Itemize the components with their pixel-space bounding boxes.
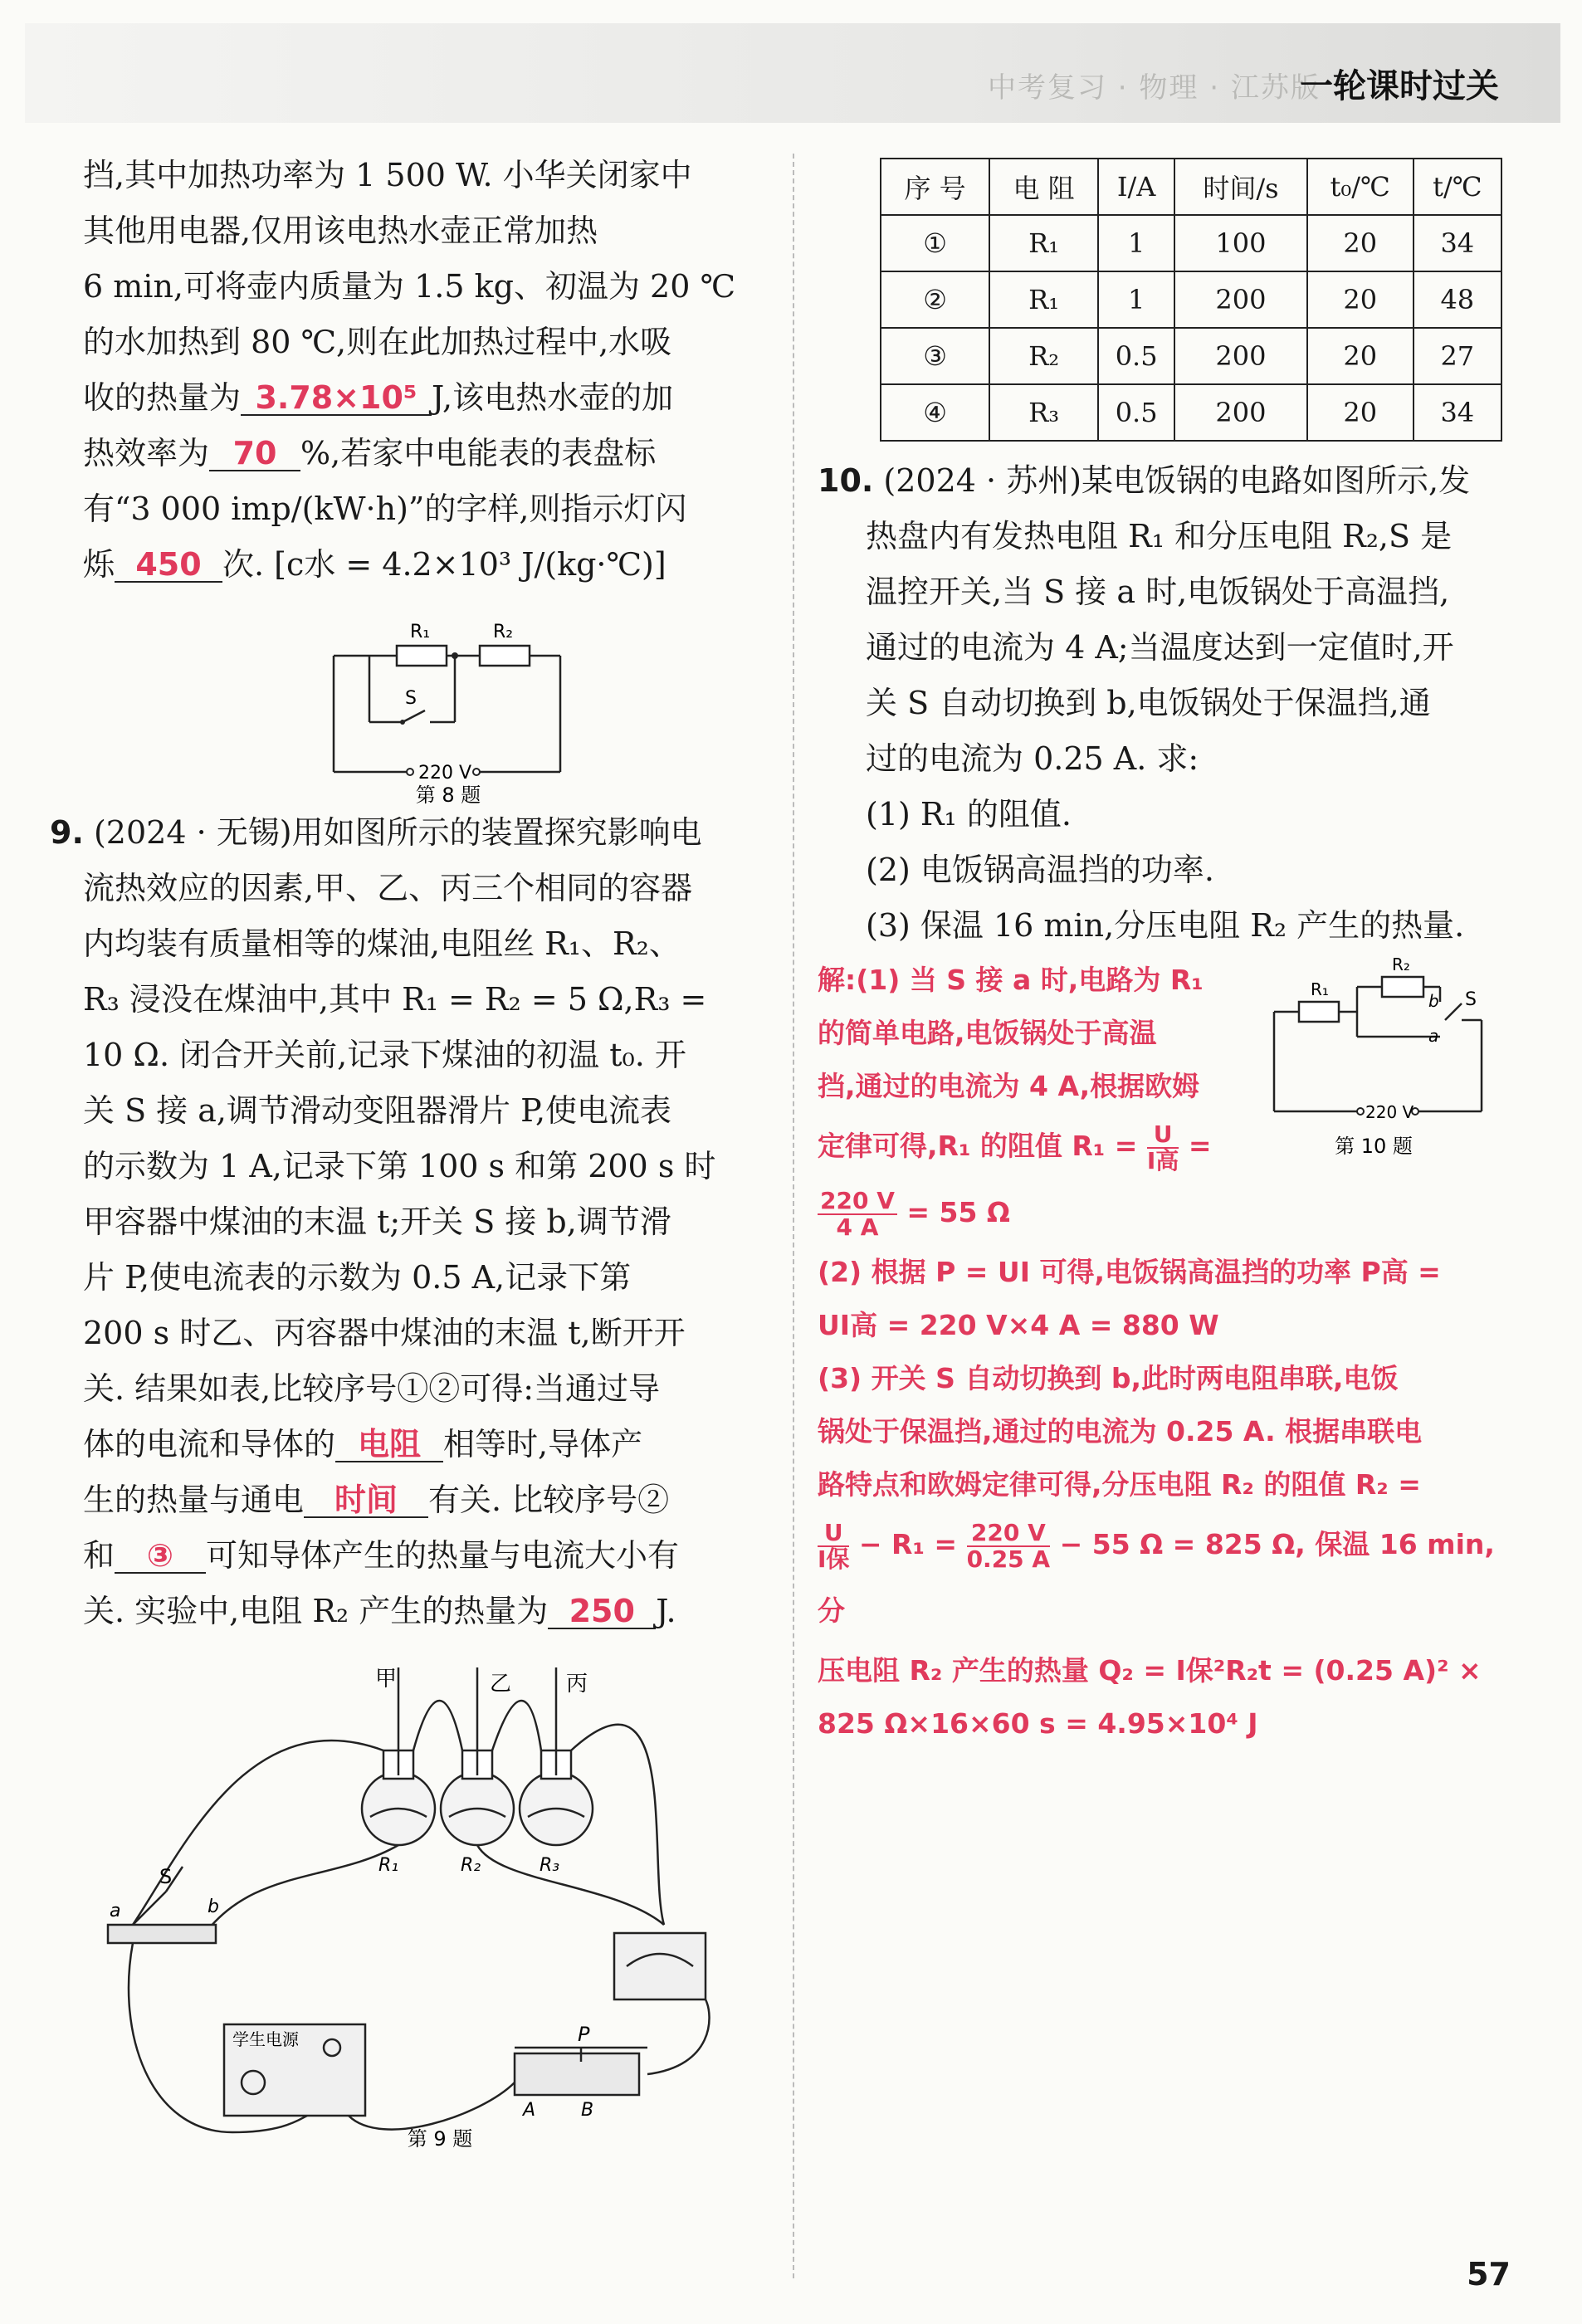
q9-line: 关. 结果如表,比较序号①②可得:当通过导 (83, 1370, 661, 1407)
table-cell: R₁ (989, 271, 1098, 328)
figure-9-apparatus (83, 1651, 780, 2149)
solution-line: 压电阻 R₂ 产生的热量 Q₂ = I保²R₂t = (0.25 A)² × (818, 1654, 1482, 1687)
fig10-caption: 第 10 题 (1335, 1135, 1413, 1158)
answer-resistance: 电阻 (335, 1428, 443, 1462)
solution-line: 定律可得,R₁ 的阻值 R₁ = $\frac{U}{\text{I高}}$ = (818, 1120, 1212, 1174)
q8-line: 6 min,可将壶内质量为 1.5 kg、初温为 20 ℃ (83, 268, 735, 305)
right-column (818, 158, 1506, 1750)
q10-line: 通过的电流为 4 A;当温度达到一定值时,开 (866, 629, 1454, 666)
q9-line: 生的热量与通电 时间 有关. 比较序号② (83, 1482, 670, 1518)
label-switch: S (159, 1865, 173, 1888)
q9-line: 片 P,使电流表的示数为 0.5 A,记录下第 (83, 1259, 632, 1296)
q10-line: 热盘内有发热电阻 R₁ 和分压电阻 R₂,S 是 (866, 518, 1453, 554)
table-cell: 20 (1307, 271, 1414, 328)
q9-line: 9. (2024 · 无锡)用如图所示的装置探究影响电 (50, 814, 702, 851)
solution-line: 825 Ω×16×60 s = 4.95×10⁴ J (818, 1707, 1258, 1740)
q10-line: 关 S 自动切换到 b,电饭锅处于保温挡,通 (866, 685, 1431, 721)
table-header: 序 号 (881, 159, 989, 215)
table-header: t₀/℃ (1307, 159, 1414, 215)
table-cell: 0.5 (1098, 384, 1174, 441)
table-header: 电 阻 (989, 159, 1098, 215)
table-row (881, 384, 1501, 441)
solution-line: UI高 = 220 V×4 A = 880 W (818, 1309, 1219, 1341)
table-cell: R₁ (989, 215, 1098, 271)
fig10-switch-label: S (1465, 989, 1477, 1010)
table-header-row (881, 159, 1501, 215)
label-terminal-b: B (581, 2100, 594, 2121)
q9-line: 关 S 接 a,调节滑动变阻器滑片 P,使电流表 (83, 1092, 672, 1129)
answer-flashes: 450 (115, 548, 222, 583)
figure-10-circuit (1266, 954, 1515, 1169)
label-r1: R₁ (378, 1855, 399, 1876)
q10-line: 过的电流为 0.25 A. 求: (866, 740, 1199, 777)
table-row (881, 271, 1501, 328)
q9-number: 9. (50, 814, 84, 851)
solution-line: (3) 开关 S 自动切换到 b,此时两电阻串联,电饭 (818, 1362, 1399, 1394)
q10-line: 10. (2024 · 苏州)某电饭锅的电路如图所示,发 (818, 462, 1471, 499)
label-power-supply: 学生电源 (232, 2029, 299, 2049)
table-cell: R₂ (989, 328, 1098, 384)
table-row (881, 215, 1501, 271)
left-column (50, 148, 780, 2149)
table-cell: 34 (1414, 215, 1501, 271)
q10-subquestion: (2) 电饭锅高温挡的功率. (866, 852, 1214, 888)
table-cell: ③ (881, 328, 989, 384)
table-cell: ② (881, 271, 989, 328)
q10-line: 温控开关,当 S 接 a 时,电饭锅处于高温挡, (866, 574, 1450, 610)
label-a: a (110, 1901, 121, 1921)
table-cell: 27 (1414, 328, 1501, 384)
label-bing: 丙 (566, 1672, 588, 1697)
solution-line: 解:(1) 当 S 接 a 时,电路为 R₁ (818, 964, 1204, 996)
table-header: I/A (1098, 159, 1174, 215)
label-r3: R₃ (540, 1855, 560, 1876)
q8-line: 的水加热到 80 ℃,则在此加热过程中,水吸 (83, 324, 672, 360)
q8-line: 烁 450 次. [c水 = 4.2×10³ J/(kg·℃)] (83, 546, 666, 583)
solution-line: 锅处于保温挡,通过的电流为 0.25 A. 根据串联电 (818, 1415, 1423, 1448)
table-cell: 20 (1307, 215, 1414, 271)
q9-line: 10 Ω. 闭合开关前,记录下煤油的初温 t₀. 开 (83, 1037, 686, 1073)
q10-subquestion: (3) 保温 16 min,分压电阻 R₂ 产生的热量. (866, 907, 1465, 944)
table-cell: 20 (1307, 384, 1414, 441)
table-cell: 200 (1174, 384, 1307, 441)
table-cell: ① (881, 215, 989, 271)
table-cell: 48 (1414, 271, 1501, 328)
header-title: 一轮课时过关 (1300, 67, 1499, 105)
header-series: 中考复习 · 物理 · 江苏版 (988, 71, 1321, 105)
solution-line: 的简单电路,电饭锅处于高温 (818, 1017, 1157, 1049)
answer-heat: 3.78×10⁵ (241, 381, 432, 416)
q9-line: 关. 实验中,电阻 R₂ 产生的热量为 250 J. (83, 1593, 676, 1629)
question-9 (50, 805, 780, 2149)
table-cell: 34 (1414, 384, 1501, 441)
label-jia: 甲 (375, 1667, 398, 1692)
fig8-caption: 第 8 题 (415, 784, 481, 805)
fig10-r1-label: R₁ (1311, 979, 1329, 999)
table-cell: 100 (1174, 215, 1307, 271)
solution-line: 路特点和欧姆定律可得,分压电阻 R₂ 的阻值 R₂ = (818, 1468, 1421, 1501)
results-table (880, 158, 1502, 442)
fig10-b-label: b (1428, 991, 1439, 1011)
question-8 (83, 148, 780, 805)
fig8-r2-label: R₂ (493, 622, 514, 642)
table-cell: 1 (1098, 271, 1174, 328)
table-row (881, 328, 1501, 384)
label-yi: 乙 (490, 1672, 512, 1697)
fig8-voltage-label: 220 V (418, 763, 472, 784)
answer-heat-r2: 250 (548, 1594, 656, 1629)
label-b: b (208, 1897, 219, 1917)
q9-line: R₃ 浸没在煤油中,其中 R₁ = R₂ = 5 Ω,R₃ = (83, 981, 707, 1018)
table-header: t/℃ (1414, 159, 1501, 215)
q8-line: 其他用电器,仅用该电热水壶正常加热 (83, 212, 598, 249)
fig10-r2-label: R₂ (1392, 954, 1410, 974)
fig8-r1-label: R₁ (410, 622, 431, 642)
solution-line: 挡,通过的电流为 4 A,根据欧姆 (818, 1070, 1200, 1102)
page-number: 57 (1467, 2256, 1511, 2292)
label-slider-p: P (578, 2023, 590, 2046)
table-cell: 0.5 (1098, 328, 1174, 384)
figure-8-circuit (83, 598, 780, 805)
table-cell: 200 (1174, 328, 1307, 384)
q9-line: 流热效应的因素,甲、乙、丙三个相同的容器 (83, 870, 693, 906)
question-10 (818, 453, 1506, 1750)
table-header: 时间/s (1174, 159, 1307, 215)
q9-line: 内均装有质量相等的煤油,电阻丝 R₁、R₂、 (83, 925, 681, 962)
q9-line: 200 s 时乙、丙容器中煤油的末温 t,断开开 (83, 1315, 686, 1351)
table-cell: ④ (881, 384, 989, 441)
q8-line: 有“3 000 imp/(kW·h)”的字样,则指示灯闪 (83, 491, 687, 527)
q10-solution (818, 954, 1506, 1246)
answer-sequence: ③ (115, 1539, 206, 1574)
table-cell: 200 (1174, 271, 1307, 328)
answer-time: 时间 (304, 1483, 428, 1518)
fig10-a-label: a (1428, 1026, 1439, 1046)
junction-dot (452, 652, 458, 659)
q10-number: 10. (818, 462, 874, 499)
q9-line: 和 ③ 可知导体产生的热量与电流大小有 (83, 1537, 680, 1574)
q10-subquestion: (1) R₁ 的阻值. (866, 796, 1072, 832)
q8-line: 挡,其中加热功率为 1 500 W. 小华关闭家中 (83, 157, 692, 193)
q8-line: 收的热量为 3.78×10⁵ J,该电热水壶的加 (83, 379, 674, 416)
answer-efficiency: 70 (209, 437, 300, 471)
table-cell: R₃ (989, 384, 1098, 441)
fig8-switch-label: S (405, 688, 417, 709)
label-terminal-a: A (523, 2100, 536, 2121)
fig9-caption: 第 9 题 (407, 2127, 473, 2149)
solution-line: $\frac{U}{\text{I保}}$ − R₁ = $\frac{220 V}{0.25 A}$ − 55 Ω = 825 Ω, 保温 16 min,分 (818, 1519, 1495, 1627)
table-cell: 20 (1307, 328, 1414, 384)
label-r2: R₂ (461, 1855, 481, 1876)
q9-line: 体的电流和导体的 电阻 相等时,导体产 (83, 1426, 643, 1462)
q8-line: 热效率为 70 %,若家中电能表的表盘标 (83, 435, 657, 471)
column-divider (793, 154, 794, 2278)
table-cell: 1 (1098, 215, 1174, 271)
fig10-voltage-label: 220 V (1365, 1102, 1414, 1122)
solution-line: (2) 根据 P = UI 可得,电饭锅高温挡的功率 P高 = (818, 1256, 1441, 1288)
q9-line: 的示数为 1 A,记录下第 100 s 和第 200 s 时 (83, 1148, 716, 1184)
q9-line: 甲容器中煤油的末温 t;开关 S 接 b,调节滑 (83, 1204, 671, 1240)
solution-line: $\frac{220 V}{4 A}$ = 55 Ω (818, 1179, 1233, 1246)
